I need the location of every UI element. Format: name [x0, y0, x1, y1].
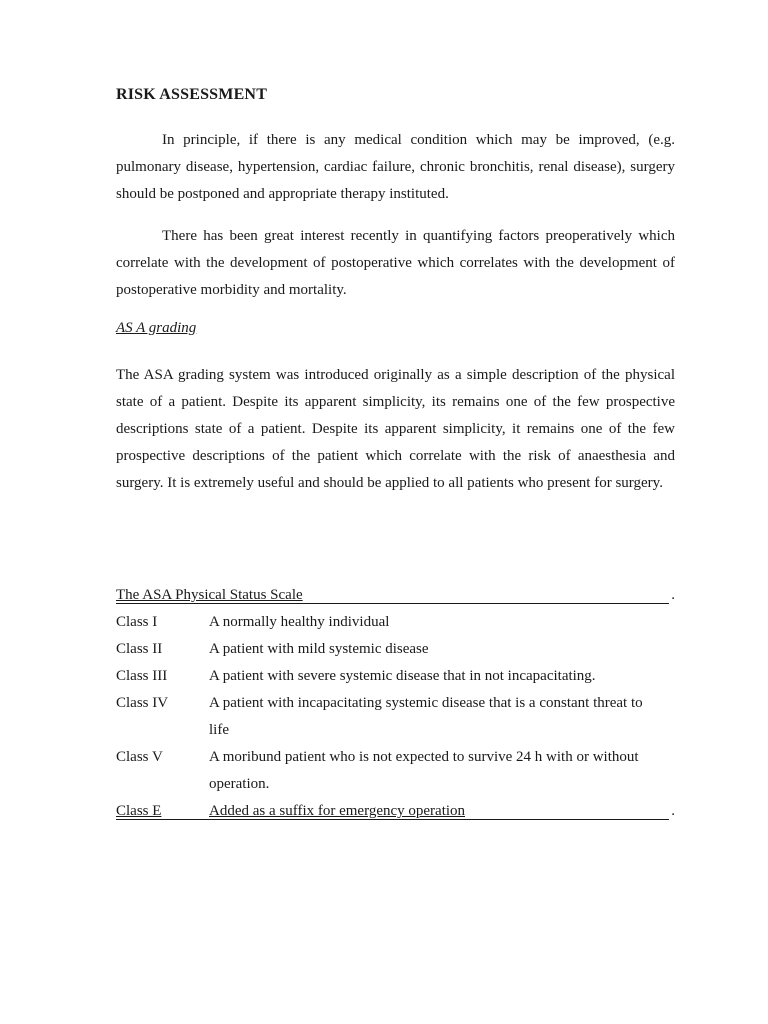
- class-label: Class II: [116, 641, 163, 657]
- paragraph-asa-system: The ASA grading system was introduced originally as a simple description of the physical state of a patient. Despite its apparent simplicity, its remains one of the few prospective descriptions state of a patient. Despite its apparent simplicity, it remains one of the few prospective descriptions of the patient which correlate with the risk of anaesthesia and surgery. It is extremely useful and should be applied to all patients who present for surgery.: [116, 367, 675, 491]
- class-description: A normally healthy individual: [209, 614, 390, 630]
- class-description: A patient with incapacitating systemic disease that is a constant threat to life: [209, 695, 643, 738]
- class-label: Class V: [116, 749, 163, 765]
- scale-bottom-rule: [116, 819, 669, 820]
- scale-title-end-mark: .: [671, 587, 675, 603]
- scale-title-text: The ASA Physical Status Scale: [116, 587, 303, 603]
- class-description: A patient with mild systemic disease: [209, 641, 429, 657]
- subheading-asa-grading: AS A grading: [116, 320, 197, 336]
- document-title: RISK ASSESSMENT: [116, 86, 268, 103]
- class-label: Class E: [116, 803, 162, 819]
- scale-title: [116, 582, 675, 609]
- class-description: Added as a suffix for emergency operation: [209, 803, 466, 819]
- scale-row-class-e: [116, 798, 675, 825]
- paragraph-quantifying-factors: There has been great interest recently in quantifying factors preoperatively which correlate with the development of postoperative which correlates with the development of postoperative morbidity and mortality.: [116, 228, 675, 298]
- scale-title-rule: [116, 603, 669, 604]
- class-label: Class IV: [116, 695, 169, 711]
- class-description: A moribund patient who is not expected to survive 24 h with or without operation.: [209, 749, 639, 792]
- class-description: A patient with severe systemic disease that in not incapacitating.: [209, 668, 596, 684]
- scale-bottom-end-mark: .: [671, 803, 675, 819]
- paragraph-medical-conditions: In principle, if there is any medical condition which may be improved, (e.g. pulmonary disease, hypertension, cardiac failure, chronic bronchitis, renal disease), surgery should be postponed and appropriate therapy instituted.: [116, 132, 675, 202]
- class-label: Class I: [116, 614, 158, 630]
- class-label: Class III: [116, 668, 168, 684]
